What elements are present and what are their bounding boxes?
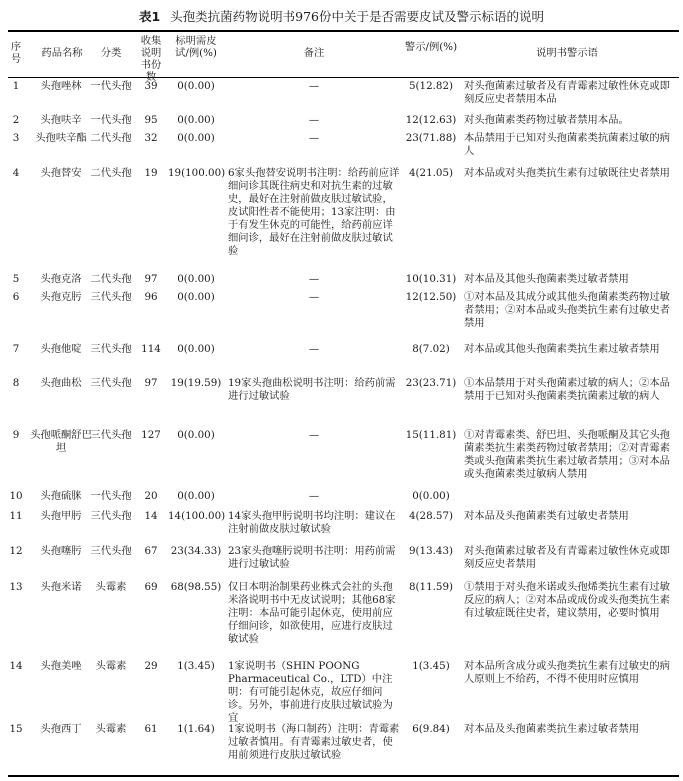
row-15-index: 15 [9,723,23,735]
row-5-count: 97 [144,273,158,285]
row-1-index: 1 [12,80,20,92]
row-9-skin-test: 0(0.00) [177,429,215,441]
row-9-warn: 15(11.81) [405,429,457,441]
row-13-warn: 8(11.59) [408,581,454,593]
row-3-index: 3 [12,132,20,144]
row-1-count: 39 [144,80,158,92]
row-4-index: 4 [12,167,20,179]
row-5-warning: 对本品及其他头孢菌素类过敏者禁用 [464,273,629,285]
row-7-warn: 8(7.02) [412,343,450,355]
row-14-index: 14 [9,660,23,672]
row-15-warn: 6(9.84) [412,723,450,735]
header-skin-test: 标明需皮试/例(%) [175,35,217,59]
row-11-note: 14家头孢甲肟说明书均注明：建议在注射前做皮肤过敏试验 [228,510,396,535]
row-14-drug: 头孢美唑 [40,660,82,672]
row-4-warn: 4(21.05) [408,167,454,179]
row-13-skin-test: 68(98.55) [170,581,222,593]
row-13-count: 69 [144,581,158,593]
row-8-skin-test: 19(19.59) [170,377,222,389]
row-6-warn: 12(12.50) [405,291,457,303]
header-index: 序号 [10,41,22,65]
row-15-note: 1家说明书（海口制药）注明：青霉素过敏者慎用。有青霉素过敏史者，使用前须进行皮肤过敏试验 [228,723,400,761]
row-2-count: 95 [144,114,158,126]
row-9-count: 127 [141,429,161,441]
row-4-count: 19 [144,167,158,179]
row-12-warning: 对头孢菌素过敏者及有青霉素过敏性休克或即刻反应史者禁用 [464,545,670,570]
row-3-skin-test: 0(0.00) [177,132,215,144]
row-14-skin-test: 1(3.45) [177,660,215,672]
row-7-drug: 头孢他啶 [40,343,82,355]
row-8-index: 8 [12,377,20,389]
row-4-note: 6家头孢替安说明书注明：给药前应详细问诊其既往病史和对抗生素的过敏史，最好在注射前做皮肤过敏试验，皮试阳性者不能使用；13家注明：由于有发生休克的可能性，给药前应详细问诊，最好在注射前做皮肤过敏试验 [228,167,400,257]
row-6-count: 96 [144,291,158,303]
row-12-count: 67 [144,545,158,557]
row-7-category: 三代头孢 [90,343,132,355]
table-label: 表1 [138,9,161,24]
header-drug: 药品名称 [41,47,83,59]
row-6-note: — [308,291,320,303]
row-3-note: — [308,132,320,144]
row-3-count: 32 [144,132,158,144]
row-13-note: 仅日本明治制果药业株式会社的头孢米洛说明书中无皮试说明；其他68家注明：本品可能引起休克，使用前应仔细问诊，如欲使用，应进行皮肤过敏试验 [228,581,396,645]
row-1-category: 一代头孢 [90,80,132,92]
row-13-index: 13 [9,581,23,593]
row-8-count: 97 [144,377,158,389]
row-1-drug: 头孢唑林 [40,80,82,92]
row-7-index: 7 [12,343,20,355]
row-5-index: 5 [12,273,20,285]
header-count: 收集说明书份数 [140,35,162,83]
row-7-note: — [308,343,320,355]
row-5-skin-test: 0(0.00) [177,273,215,285]
top-rule [8,30,679,32]
row-5-category: 二代头孢 [90,273,132,285]
row-7-skin-test: 0(0.00) [177,343,215,355]
row-13-drug: 头孢米诺 [40,581,82,593]
row-3-warning: 本品禁用于已知对头孢菌素类抗菌素过敏的病人 [464,132,670,157]
row-10-count: 20 [144,490,158,502]
row-2-category: 一代头孢 [90,114,132,126]
bottom-rule [8,775,679,777]
row-12-skin-test: 23(34.33) [170,545,222,557]
row-13-category: 头霉素 [95,581,127,593]
row-7-warning: 对本品或其他头孢菌素类抗生素过敏者禁用 [464,343,660,355]
row-11-drug: 头孢甲肟 [40,510,82,522]
header-category: 分类 [100,47,122,59]
row-14-warning: 对本品所含成分或头孢类抗生素有过敏史的病人原则上不给药，不得不使用时应慎用 [464,660,670,685]
row-2-warning: 对头孢菌素类药物过敏者禁用本品。 [464,114,629,126]
row-6-index: 6 [12,291,20,303]
row-14-category: 头霉素 [95,660,127,672]
row-9-note: — [308,429,320,441]
header-note: 备注 [303,47,325,59]
row-3-category: 二代头孢 [90,132,132,144]
row-10-skin-test: 0(0.00) [177,490,215,502]
row-14-count: 29 [144,660,158,672]
row-15-category: 头霉素 [95,723,127,735]
row-8-warning: ①本品禁用于对头孢菌素过敏的病人；②本品禁用于已知对头孢菌素类抗菌素过敏的病人 [464,377,670,402]
row-5-drug: 头孢克洛 [40,273,82,285]
row-3-drug: 头孢呋辛酯 [35,132,87,144]
row-11-skin-test: 14(100.00) [168,510,226,522]
row-6-skin-test: 0(0.00) [177,291,215,303]
row-2-warn: 12(12.63) [405,114,457,126]
row-6-category: 三代头孢 [90,291,132,303]
row-2-drug: 头孢呋辛 [40,114,82,126]
row-11-warn: 4(28.57) [408,510,454,522]
row-10-category: 一代头孢 [90,490,132,502]
row-1-note: — [308,80,320,92]
header-warning: 说明书警示语 [536,47,598,59]
row-2-skin-test: 0(0.00) [177,114,215,126]
row-4-warning: 对本品或对头孢类抗生素有过敏既往史者禁用 [464,167,670,179]
row-15-skin-test: 1(1.64) [177,723,215,735]
row-12-category: 三代头孢 [90,545,132,557]
row-1-warn: 5(12.82) [408,80,454,92]
row-10-index: 10 [9,490,23,502]
row-9-index: 9 [12,429,20,441]
header-warn: 警示/例(%) [404,41,458,53]
row-11-index: 11 [9,510,23,522]
row-8-warn: 23(23.71) [405,377,457,389]
row-14-note: 1家说明书（SHIN POONG Pharmaceutical Co.，LTD）中注明：有可能引起休克，故应仔细问诊。另外，事前进行皮肤过敏试验为宜 [228,660,393,724]
row-6-drug: 头孢克肟 [40,291,82,303]
row-9-category: 三代头孢 [90,429,132,441]
table-caption [0,7,683,25]
row-8-category: 三代头孢 [90,377,132,389]
row-11-category: 三代头孢 [90,510,132,522]
row-12-drug: 头孢噻肟 [40,545,82,557]
row-12-note: 23家头孢噻肟说明书注明：用药前需进行过敏试验 [228,545,396,570]
row-10-note: — [308,490,320,502]
row-5-note: — [308,273,320,285]
row-10-drug: 头孢硫脒 [40,490,82,502]
row-15-drug: 头孢西丁 [40,723,82,735]
row-5-warn: 10(10.31) [405,273,457,285]
row-7-count: 114 [141,343,161,355]
row-15-count: 61 [144,723,158,735]
row-4-drug: 头孢替安 [40,167,82,179]
row-2-index: 2 [12,114,20,126]
row-4-skin-test: 19(100.00) [168,167,226,179]
row-1-warning: 对头孢菌素过敏者及有青霉素过敏性休克或即刻反应史者禁用本品 [464,80,670,105]
row-1-skin-test: 0(0.00) [177,80,215,92]
row-11-warning: 对本品及头孢菌素类有过敏史者禁用 [464,510,629,522]
row-8-note: 19家头孢曲松说明书注明：给药前需进行过敏试验 [228,377,396,402]
row-15-warning: 对本品及头孢菌素类抗生素过敏者禁用 [464,723,640,735]
row-12-warn: 9(13.43) [408,545,454,557]
row-4-category: 二代头孢 [90,167,132,179]
table-title: 头孢类抗菌药物说明书976份中关于是否需要皮试及警示标语的说明 [170,9,545,24]
row-8-drug: 头孢曲松 [40,377,82,389]
row-9-warning: ①对青霉素类、舒巴坦、头孢哌酮及其它头孢菌素类抗生素类药物过敏者禁用；②对青霉素类或头孢菌素类抗生素过敏者禁用；③对本品或头孢菌素类过敏病人禁用 [464,429,670,480]
row-13-warning: ①禁用于对头孢米诺或头孢烯类抗生素有过敏反应的病人；②对本品或成份或头孢类抗生素有过敏症既往史者，建议禁用，必要时慎用 [464,581,670,619]
row-11-count: 14 [144,510,158,522]
row-14-warn: 1(3.45) [412,660,450,672]
row-9-drug: 头孢哌酮舒巴坦 [30,429,92,454]
row-12-index: 12 [9,545,23,557]
header-rule [8,77,679,78]
row-6-warning: ①对本品及其成分或其他头孢菌素类药物过敏者禁用；②对本品或头孢类抗生素有过敏史者禁用 [464,291,670,329]
row-10-warn: 0(0.00) [412,490,450,502]
row-2-note: — [308,114,320,126]
row-3-warn: 23(71.88) [405,132,457,144]
